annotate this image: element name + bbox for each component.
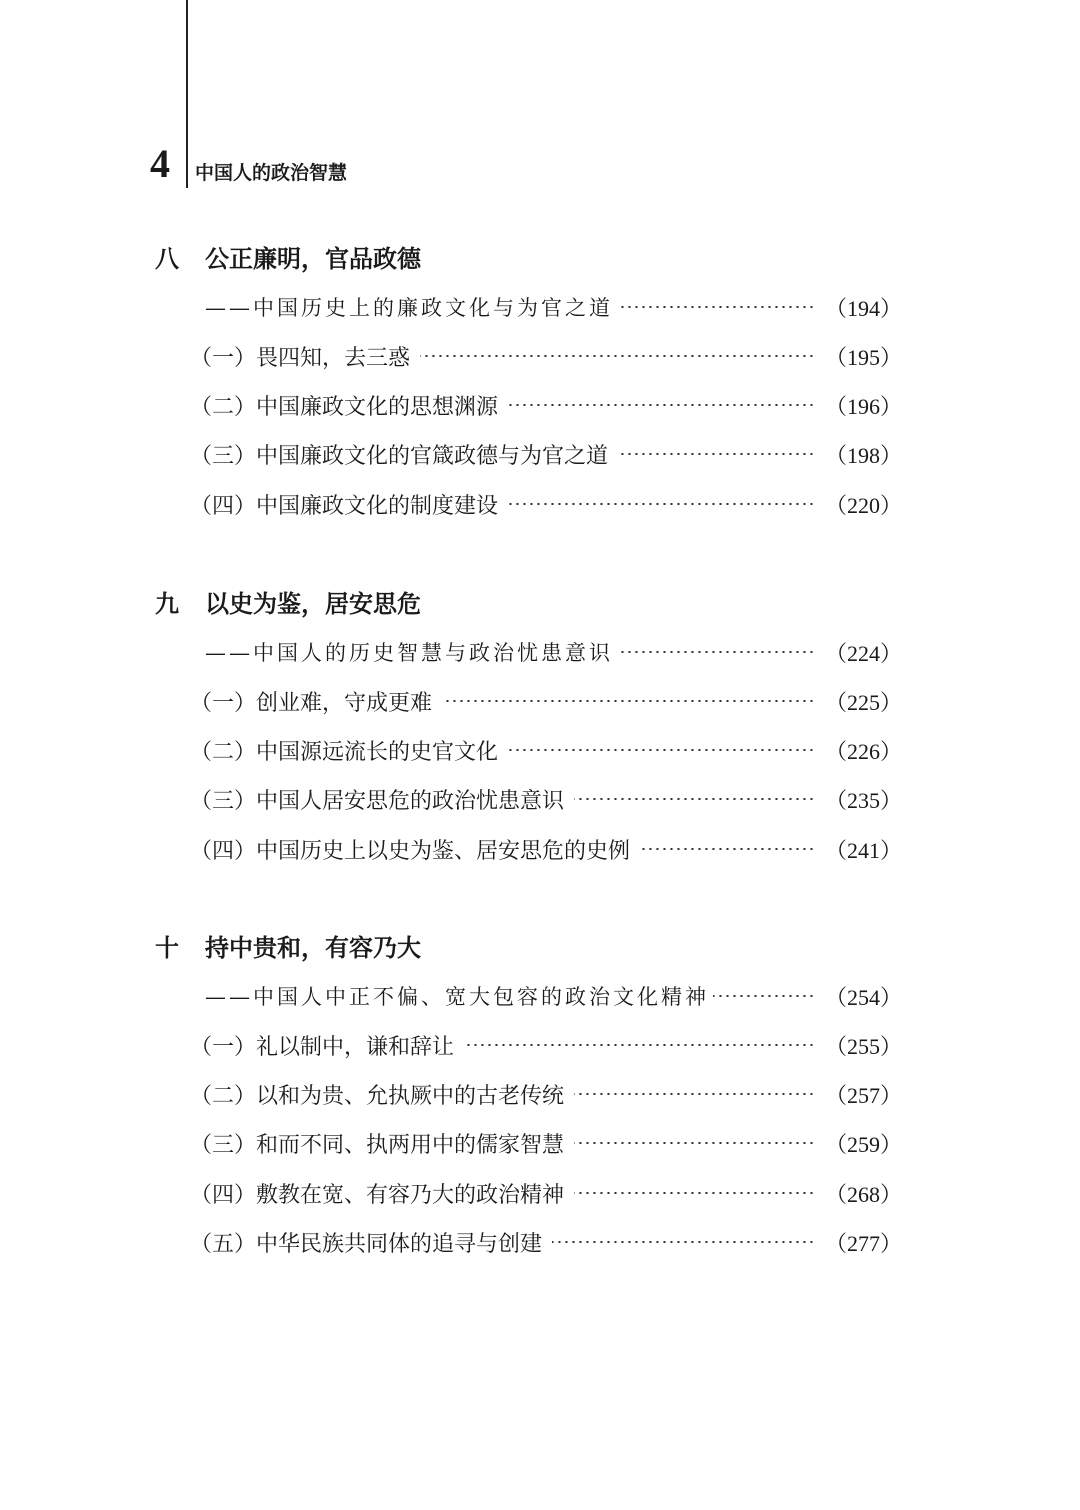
toc-section-row[interactable]	[190, 1225, 902, 1259]
toc-entry-label: （二）中国廉政文化的思想渊源	[190, 394, 499, 420]
chapter-title-text: 以史为鉴，居安思危	[205, 589, 421, 618]
toc-entry-label: （二）中国源远流长的史官文化	[190, 739, 499, 765]
toc-entry-label: ——中国人中正不偏、宽大包容的政治文化精神	[205, 985, 709, 1009]
toc-subtitle-row[interactable]	[205, 290, 902, 324]
dot-leader	[640, 848, 815, 850]
dot-leader	[442, 700, 815, 702]
dot-leader	[574, 1093, 815, 1095]
dot-leader	[508, 503, 815, 505]
toc-section-row[interactable]	[190, 487, 902, 521]
toc-subtitle-row[interactable]	[205, 635, 902, 669]
chapter-title-text: 持中贵和，有容乃大	[205, 933, 421, 962]
toc-page-number: （225）	[824, 689, 902, 715]
toc-page-number: （196）	[824, 393, 902, 419]
toc-page-number: （257）	[824, 1082, 902, 1108]
dot-leader	[574, 1192, 815, 1194]
toc-page-number: （224）	[824, 640, 902, 666]
toc-entry-label: （一）礼以制中，谦和辞让	[190, 1034, 455, 1060]
toc-page-number: （198）	[824, 442, 902, 468]
dot-leader	[464, 1044, 815, 1046]
toc-page-number: （235）	[824, 787, 902, 813]
dot-leader	[552, 1241, 815, 1243]
toc-page-number: （259）	[824, 1131, 902, 1157]
toc-section-row[interactable]	[190, 437, 902, 471]
toc-entry-label: （三）中国廉政文化的官箴政德与为官之道	[190, 443, 609, 469]
chapter-title	[155, 242, 421, 276]
toc-page-number: （268）	[824, 1181, 902, 1207]
toc-entry-label: （三）和而不同、执两用中的儒家智慧	[190, 1132, 565, 1158]
toc-entry-label: （四）敷教在宽、有容乃大的政治精神	[190, 1182, 565, 1208]
header-vertical-rule	[186, 0, 188, 188]
toc-section-row[interactable]	[190, 733, 902, 767]
toc-page-number: （220）	[824, 492, 902, 518]
toc-page-number: （241）	[824, 837, 902, 863]
dot-leader	[508, 404, 815, 406]
dot-leader	[617, 306, 815, 308]
toc-page-number: （195）	[824, 344, 902, 370]
toc-section-row[interactable]	[190, 1126, 902, 1160]
dot-leader	[574, 798, 815, 800]
toc-section-row[interactable]	[190, 684, 902, 718]
toc-section-row[interactable]	[190, 1077, 902, 1111]
toc-section-row[interactable]	[190, 339, 902, 373]
dot-leader	[617, 651, 815, 653]
chapter-title-text: 公正廉明，官品政德	[205, 244, 421, 273]
toc-section-row[interactable]	[190, 782, 902, 816]
toc-entry-label: （一）创业难，守成更难	[190, 690, 433, 716]
toc-page-number: （254）	[824, 984, 902, 1010]
toc-entry-label: （五）中华民族共同体的追寻与创建	[190, 1231, 543, 1257]
toc-entry-label: ——中国人的历史智慧与政治忧患意识	[205, 641, 613, 665]
toc-section-row[interactable]	[190, 832, 902, 866]
toc-section-row[interactable]	[190, 388, 902, 422]
chapter-number: 九	[155, 589, 179, 618]
page-number: 4	[150, 141, 170, 186]
toc-subtitle-row[interactable]	[205, 979, 902, 1013]
toc-entry-label: ——中国历史上的廉政文化与为官之道	[205, 296, 613, 320]
toc-section-row[interactable]	[190, 1028, 902, 1062]
toc-page-number: （255）	[824, 1033, 902, 1059]
chapter-number: 八	[155, 244, 179, 273]
dot-leader	[420, 355, 815, 357]
toc-page-number: （277）	[824, 1230, 902, 1256]
toc-page-number: （226）	[824, 738, 902, 764]
toc-entry-label: （三）中国人居安思危的政治忧患意识	[190, 788, 565, 814]
dot-leader	[574, 1142, 815, 1144]
chapter-title	[155, 587, 421, 621]
chapter-title	[155, 931, 421, 965]
toc-entry-label: （四）中国历史上以史为鉴、居安思危的史例	[190, 838, 631, 864]
toc-page-number: （194）	[824, 295, 902, 321]
toc-entry-label: （二）以和为贵、允执厥中的古老传统	[190, 1083, 565, 1109]
toc-section-row[interactable]	[190, 1176, 902, 1210]
dot-leader	[618, 453, 815, 455]
running-title: 中国人的政治智慧	[195, 162, 348, 184]
dot-leader	[508, 749, 815, 751]
chapter-number: 十	[155, 933, 179, 962]
dot-leader	[713, 995, 815, 997]
toc-entry-label: （一）畏四知，去三惑	[190, 345, 411, 371]
toc-entry-label: （四）中国廉政文化的制度建设	[190, 493, 499, 519]
